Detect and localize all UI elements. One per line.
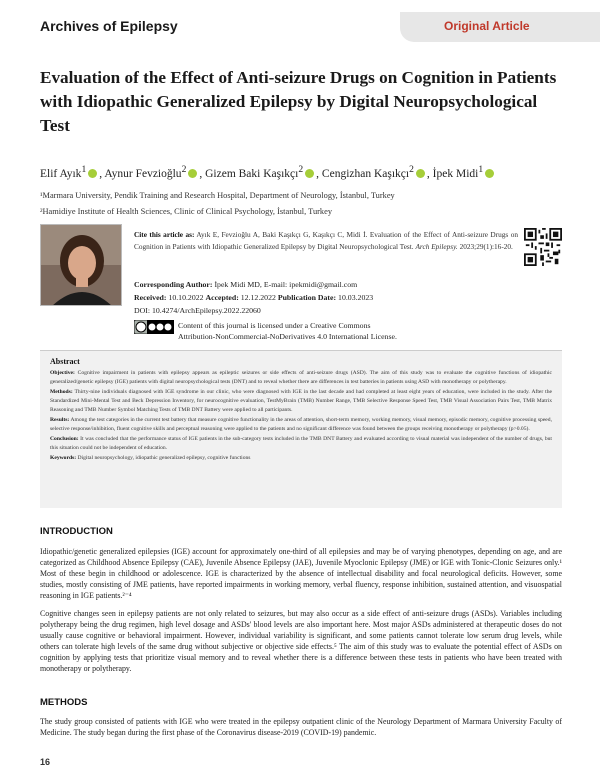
published-label: Publication Date: — [277, 293, 337, 302]
introduction-heading: INTRODUCTION — [40, 526, 113, 537]
methods-paragraph-1: The study group consisted of patients with IGE who were treated in the epilepsy outpatient clinic of the Neurology Department of Marmara University Faculty of Medicine. The study began during the first phase of the Coronavirus disease-2019 (COVID-19) pandemic. — [40, 717, 562, 737]
methods-label: Methods: — [50, 389, 73, 395]
abstract-conclusion — [50, 435, 552, 453]
keywords-text: Digital neuropsychology, idiopathic generalized epilepsy, cognitive functions — [77, 455, 251, 461]
author-name: Cengizhan Kaşıkçı — [321, 167, 410, 180]
correspondence — [134, 280, 357, 289]
article-type-tab — [400, 12, 600, 42]
published-date: 10.03.2023 — [338, 293, 374, 302]
author-affil-sup: 2 — [298, 164, 304, 175]
dates-line — [134, 293, 373, 302]
author-affil-sup: 2 — [409, 164, 414, 175]
citation-journal: Arch Epilepsy. — [415, 242, 458, 251]
accepted-date: 12.12.2022 — [240, 293, 276, 302]
author-name: Aynur Fevzioğlu — [104, 167, 182, 180]
author-photo — [40, 224, 122, 306]
abstract-objective — [50, 369, 552, 387]
methods-heading: METHODS — [40, 697, 88, 708]
orcid-icon[interactable] — [188, 169, 197, 178]
received-date: 10.10.2022 — [168, 293, 204, 302]
intro-paragraph-2: Cognitive changes seen in epilepsy patients are not only related to seizures, but may also occur as a side effect of anti-seizure drugs (ASDs). Variables including polytherapy being the drug regimen, high level dosage and ASDs' blood levels are also important here. Most major ASDs administered at therapeutic doses do not usually cause cognitive or behavioral impairment. However, individual variability is significant, and some patients cannot tolerate low serum drug levels, while others can tolerate high levels of the same drug without subjective or objective side effects.⁵ The aim of this study was to evaluate the potential effect of ASDs on cognition by applying tests that prioritize visual memory and to reveal whether there is a difference between these tests in patients who have been treated with monotherapy or polytherapy. — [40, 609, 562, 673]
license-line-2: Attribution-NonCommercial-NoDerivatives 4.0 International License. — [178, 332, 397, 341]
license-line-1: Content of this journal is licensed under a Creative Commons — [178, 321, 371, 330]
intro-paragraph-1: Idiopathic/genetic generalized epilepsies (IGE) account for approximately one-third of all epilepsies and may be of varying phenotypes, depending on age, and are categorized as Childhood Absence Epilepsy (CAE), Juvenile Absence Epilepsy (JAE), Juvenile Myoclonic Epilepsy (JME) or IGE with Tonic-Clonic Seizures only.¹ Most of these begin in childhood or adolescence. IGE is characterized by the absence of intellectual disability and focal neurological deficits. However, some studies, mostly consisting of JME patients, have reported impairments in working memory, verbal fluency, response inhibition, sustained attention, and visuospatial reasoning in IGE patients.²⁻⁴ — [40, 547, 562, 600]
results-label: Results: — [50, 417, 70, 423]
results-text: Among the test categories in the current test battery that measure cognitive functionality in the areas of attention, short-term memory, working memory, visual memory, episodic memory, cognitive processing speed, selective response/inhibition, fluent cognitive skills and perceptual reasoning were applied to the patients and no significant difference was found between the groups receiving monotherapy or polytherapy (p>0.05). — [50, 417, 552, 432]
author-name: Elif Ayık — [40, 167, 82, 180]
objective-label: Objective: — [50, 370, 75, 376]
author-affil-sup: 2 — [181, 164, 187, 175]
article-title: Evaluation of the Effect of Anti-seizure Drugs on Cognition in Patients with Idiopathic Generalized Epilepsy by Digital Neuropsychological Test — [40, 68, 557, 135]
license-text — [178, 320, 397, 342]
citation-text: Ayık E, Fevzioğlu A, Baki Kaşıkçı G, Kaşıkçı C, Midi İ. Evaluation of the Effect of Anti-seizure Drugs on Cognition in Patients with Idiopathic Generalized Epilepsy by Digital Neuropsychological Test. — [134, 230, 518, 251]
qr-code — [524, 228, 562, 266]
citation-block — [134, 229, 518, 253]
keywords-label: Keywords: — [50, 455, 77, 461]
abstract-box — [40, 350, 562, 508]
abstract-keywords — [50, 454, 552, 463]
author-list: Elif Ayık$^1$ , Aynur Fevzioğlu$^2$ , Gizem Baki Kaşıkçı$^2$ , Cengizhan Kaşıkçı$^2$ , İpek Midi$^1$ — [40, 164, 570, 180]
abstract-results — [50, 416, 552, 434]
accepted-label: Accepted: — [205, 293, 239, 302]
citation-ref: 2023;29(1):16-20. — [459, 242, 513, 251]
orcid-icon[interactable] — [485, 169, 494, 178]
author-affil-sup: 1 — [478, 164, 484, 175]
objective-text: Cognitive impairment in patients with epilepsy appears as epileptic seizures or side effects of anti-seizure drugs (ASD). The aim of this study was to evaluate the cognitive functions of idiopathic generalized/genetic epilepsy (IGE) patients with digital neuropsychological tests (DNT) and to reveal whether there are differences in test batteries in patients using ASD with monotherapy or polytherapy. — [50, 370, 552, 385]
abstract-methods — [50, 388, 552, 415]
methods-text: Thirty-nine individuals diagnosed with IGE syndrome in our clinic, who were diagnosed with IGE in the last decade and had completed at least eight years of education, were included in the study. After the Standardized Mini-Mental Test and Beck Depression Inventory, for neurocognitive evaluation, TestMyBrain (TMB) Number Range, TMB Selective Response Speed Test, TMB Visual Association Pairs Test, TMB Matrix Reasoning and TMB Number Symbol Matching Tests of TMB DNT Battery were applied to all participants. — [50, 389, 552, 413]
orcid-icon[interactable] — [416, 169, 425, 178]
citation-label: Cite this article as: — [134, 230, 195, 239]
cc-by-nc-nd-badge[interactable] — [134, 320, 174, 334]
received-label: Received: — [134, 293, 167, 302]
orcid-icon[interactable] — [305, 169, 314, 178]
author-affil-sup: 1 — [81, 164, 87, 175]
conclusion-label: Conclusion: — [50, 436, 79, 442]
doi[interactable]: DOI: 10.4274/ArchEpilepsy.2022.22060 — [134, 306, 261, 315]
affiliation-1: ¹Marmara University, Pendik Training and Research Hospital, Department of Neurology, İstanbul, Turkey — [40, 191, 395, 200]
article-type-label: Original Article — [444, 19, 530, 33]
conclusion-text: It was concluded that the performance status of IGE patients in the sub-category tests included in the TMB DNT Battery and evaluated according to visual material was independent of the number of drugs, but this situation could not be independent of education. — [50, 436, 552, 451]
affiliation-2: ²Hamidiye Institute of Health Sciences, Clinic of Clinical Psychology, İstanbul, Turkey — [40, 207, 333, 216]
page-header — [0, 0, 600, 58]
orcid-icon[interactable] — [88, 169, 97, 178]
journal-name: Archives of Epilepsy — [40, 18, 178, 34]
page-number: 16 — [40, 757, 51, 767]
author-name: Gizem Baki Kaşıkçı — [205, 167, 299, 180]
correspondence-text: İpek Midi MD, E-mail: ipekmidi@gmail.com — [214, 280, 358, 289]
correspondence-label: Corresponding Author: — [134, 280, 213, 289]
abstract-heading: Abstract — [50, 357, 80, 366]
author-name: İpek Midi — [432, 167, 479, 180]
